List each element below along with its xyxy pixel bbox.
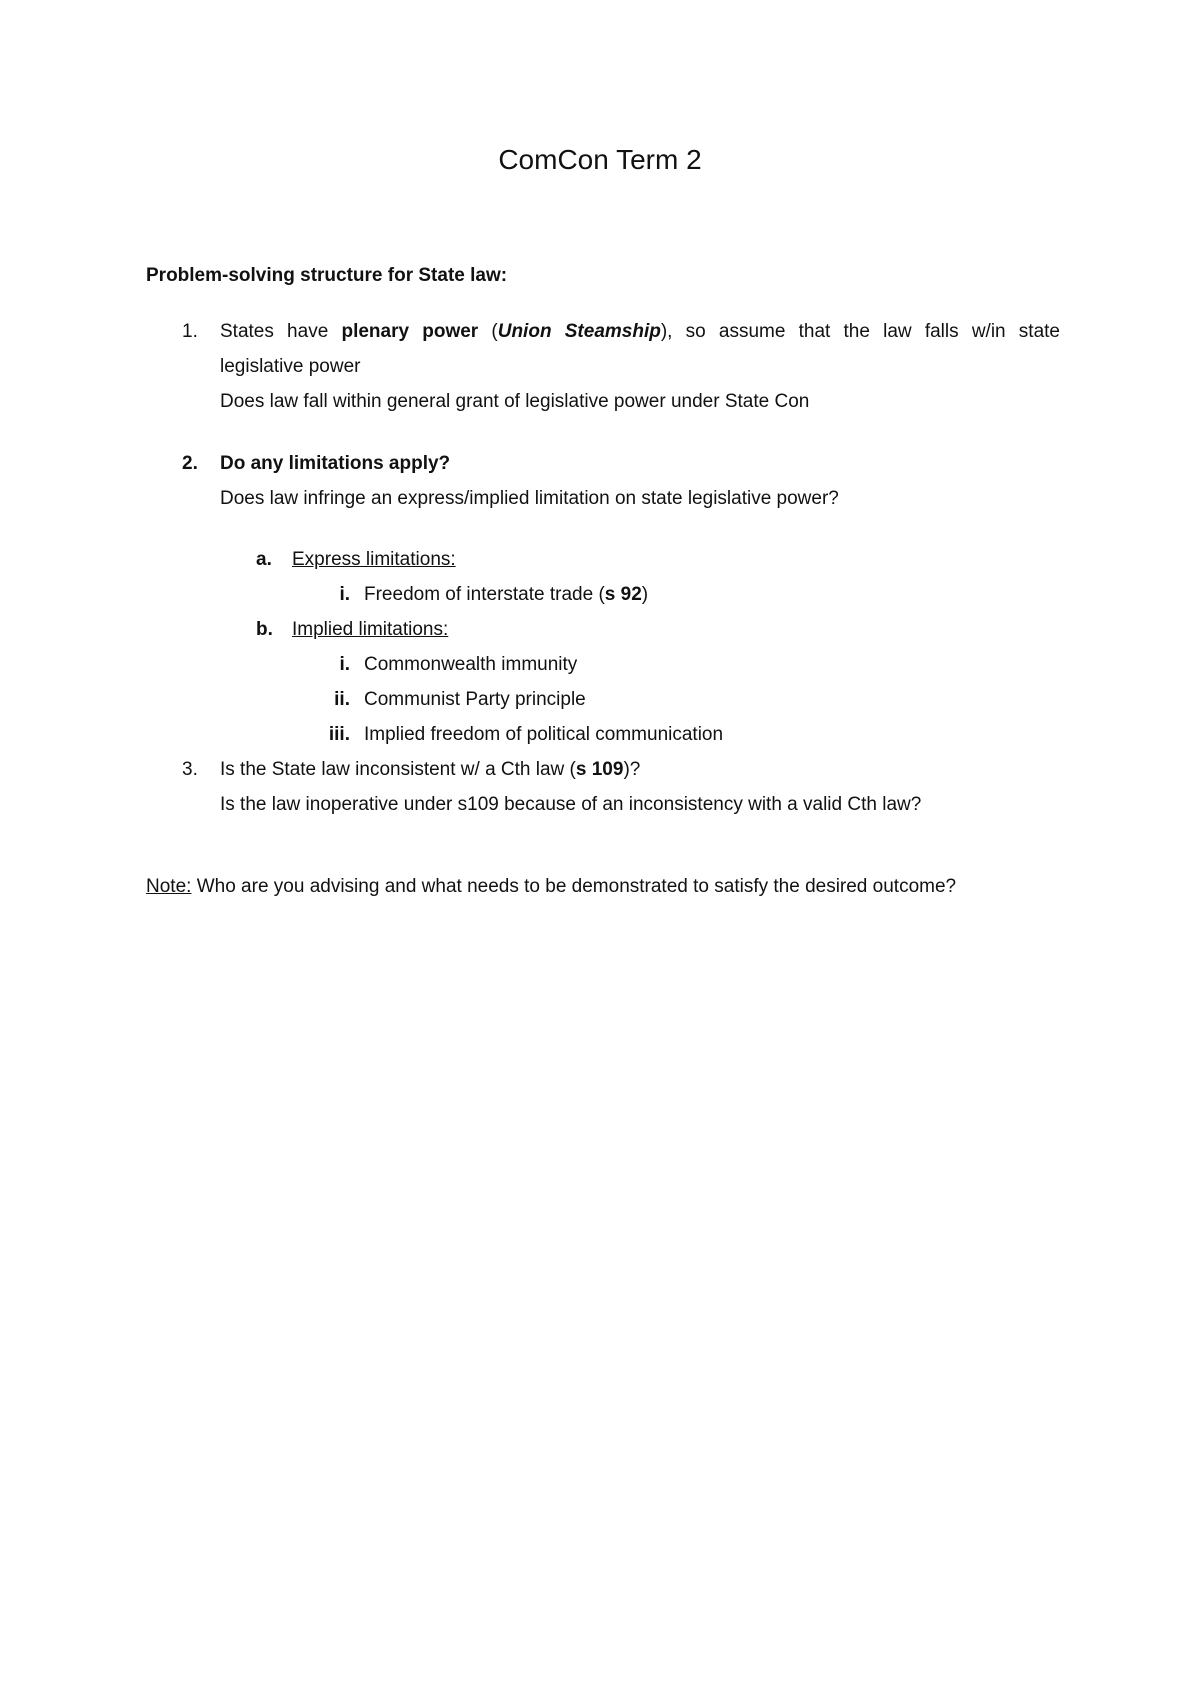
item1-line1: States have plenary power (Union Steamship), so assume that the law falls w/in state (220, 321, 1061, 342)
section-heading: Problem-solving structure for State law: (146, 265, 508, 286)
item3-line2: Is the law inoperative under s109 because of an inconsistency with a valid Cth law? (220, 794, 922, 815)
note-label: Note: (146, 876, 192, 897)
list-number: 2. (182, 453, 198, 474)
item1-line2: legislative power (220, 356, 361, 377)
document-page: ComCon Term 2 Problem-solving structure for State law: 1. States have plenary power (Union Steamship), so assume that the law falls w/in state legislative power Does law fall within general grant of legislative power under State Con 2. Do any limitations apply? Does law infringe an express/implied limitation on state legislative power? a. Express limitations: i. Freedom of interstate trade (s 92) b. Implied limitations: i. Commonwealth immunity ii. Communist Party principle iii. Implied freedom of political communication 3. Is the State law inconsistent w/ a Cth law (s 109)? Is the law inoperative under s109 because of an inconsistency with a valid Cth law? Note: Who are you advising and what needs to be demonstrated to satisfy the desired outcome? (0, 0, 1200, 1698)
item3-line1: Is the State law inconsistent w/ a Cth law (s 109)? (220, 759, 641, 780)
list-number: 3. (182, 759, 198, 780)
list-number: 1. (182, 321, 198, 342)
item2-question: Does law infringe an express/implied limitation on state legislative power? (220, 488, 839, 509)
implied-limitations-heading: Implied limitations: (292, 619, 449, 640)
page-title: ComCon Term 2 (498, 144, 702, 175)
express-limitations-heading: Express limitations: (292, 549, 456, 570)
plenary-power-term: plenary power (341, 321, 479, 342)
item1-line3: Does law fall within general grant of legislative power under State Con (220, 391, 810, 412)
item2-heading: Do any limitations apply? (220, 453, 451, 474)
note-paragraph: Note: Who are you advising and what needs to be demonstrated to satisfy the desired outcome? (146, 876, 957, 897)
case-name: Union Steamship (497, 321, 661, 342)
